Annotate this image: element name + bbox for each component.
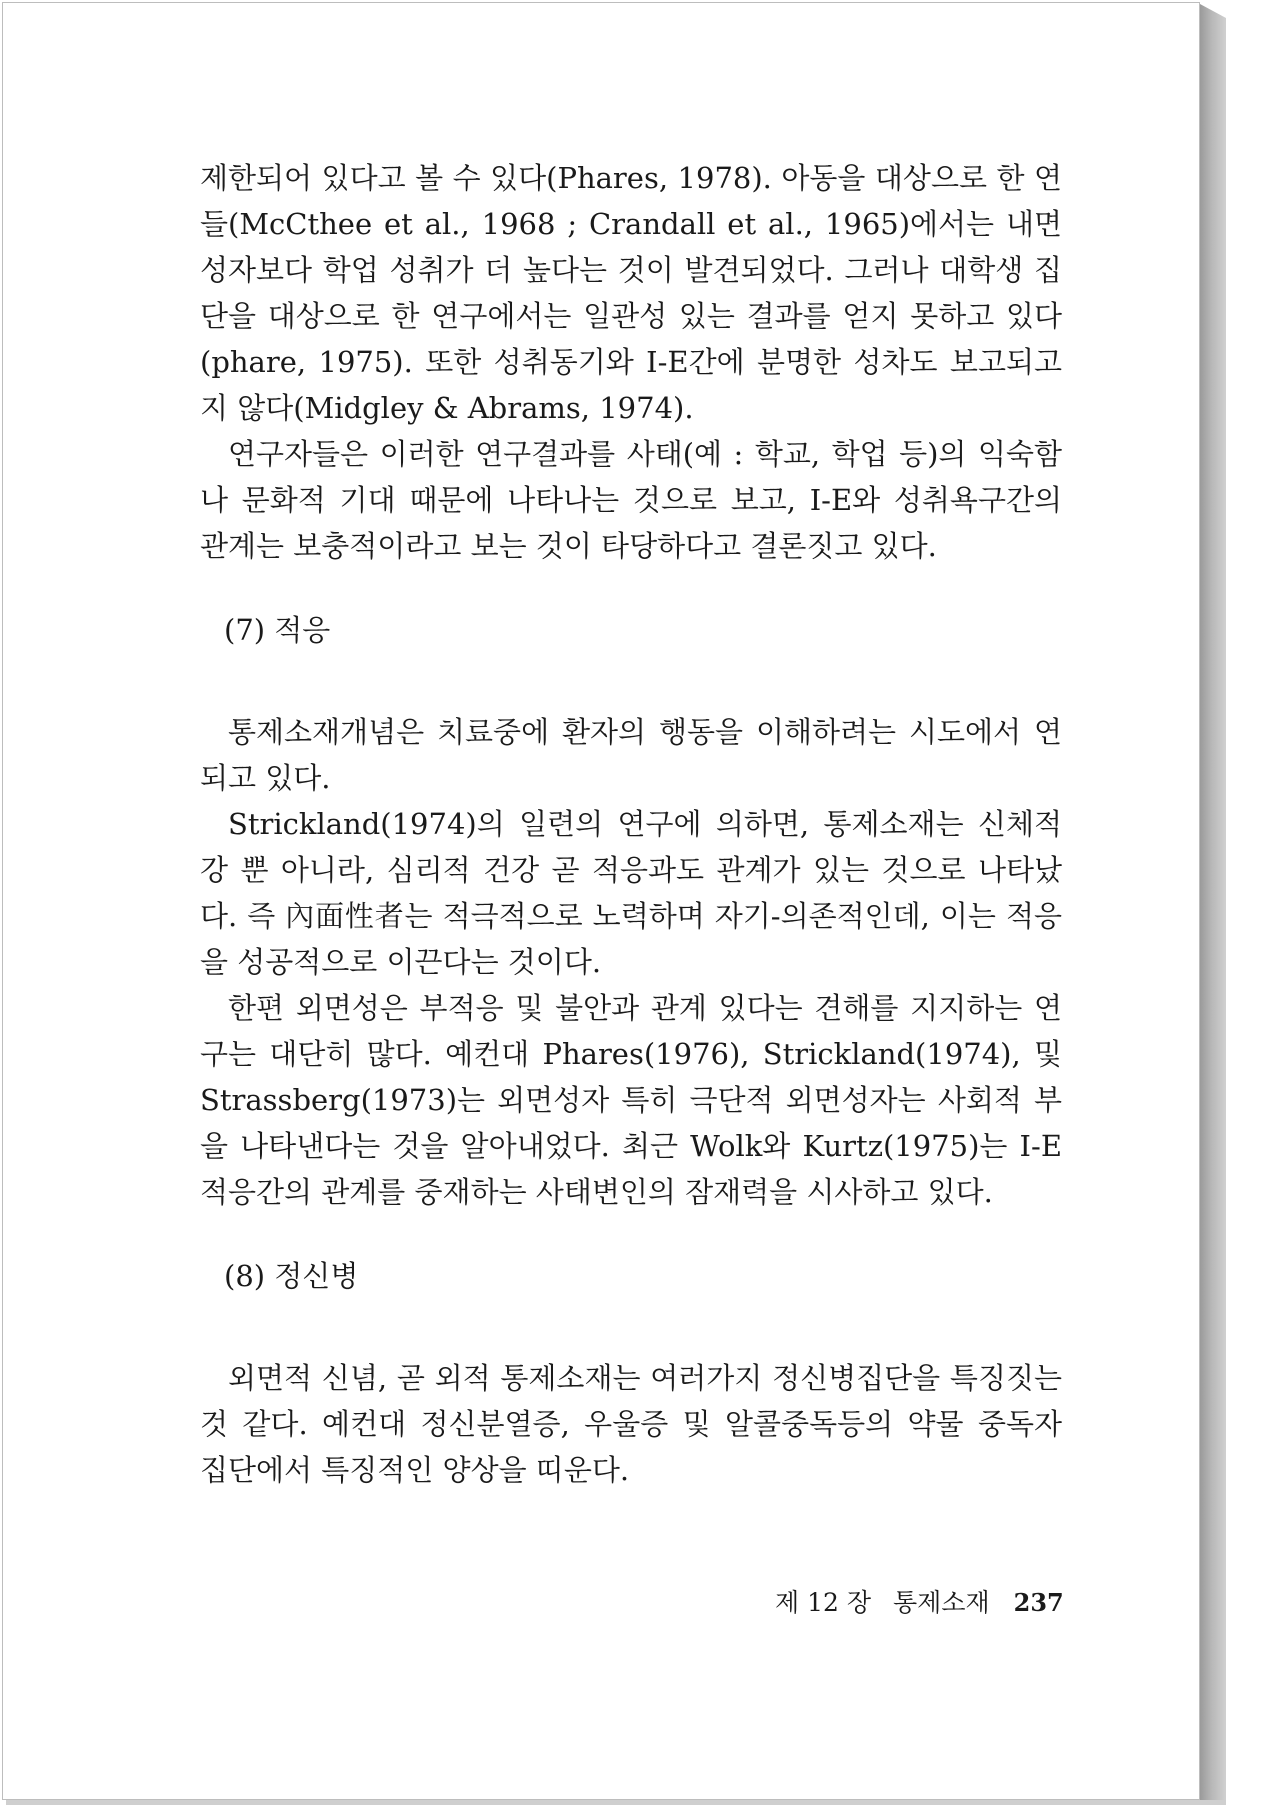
text-line: 한편 외면성은 부적응 및 불안과 관계 있다는 견해를 지지하는 연 (228, 991, 1062, 1025)
text-line: 다. 즉 內面性者는 적극적으로 노력하며 자기-의존적인데, 이는 적응 (200, 899, 1062, 933)
page-number: 237 (1013, 1588, 1064, 1617)
page-edge-shadow (1200, 4, 1226, 1802)
text-line: 연구자들은 이러한 연구결과를 사태(예 : 학교, 학업 등)의 익숙함 (228, 437, 1062, 471)
paragraph (200, 1355, 1062, 1493)
text-line: 강 뿐 아니라, 심리적 건강 곧 적응과도 관계가 있는 것으로 나타났 (200, 853, 1062, 887)
text-line: 구는 대단히 많다. 예컨대 Phares(1976), Strickland(1974), 및 (200, 1037, 1062, 1071)
text-line: Strickland(1974)의 일련의 연구에 의하면, 통제소재는 신체적 (228, 807, 1062, 841)
text-line: 지 않다(Midgley & Abrams, 1974). (200, 391, 694, 425)
text-line: Strassberg(1973)는 외면성자 특히 극단적 외면성자는 사회적 부 (200, 1083, 1062, 1117)
page-bottom-edge (6, 1800, 1226, 1805)
text-line: 을 성공적으로 이끈다는 것이다. (200, 945, 602, 979)
text-line: 관계는 보충적이라고 보는 것이 타당하다고 결론짓고 있다. (200, 529, 937, 563)
text-line: 되고 있다. (200, 761, 331, 795)
section-heading: (7) 적응 (224, 613, 331, 647)
text-line: 나 문화적 기대 때문에 나타나는 것으로 보고, I-E와 성취욕구간의 (200, 483, 1062, 517)
text-line: 제한되어 있다고 볼 수 있다(Phares, 1978). 아동을 대상으로 한 연 (200, 161, 1062, 195)
text-line: 단을 대상으로 한 연구에서는 일관성 있는 결과를 얻지 못하고 있다 (200, 299, 1062, 333)
paragraph (200, 431, 1062, 569)
paragraph (200, 709, 1062, 801)
page-body (200, 155, 1062, 1493)
text-line: 성자보다 학업 성취가 더 높다는 것이 발견되었다. 그러나 대학생 집 (200, 253, 1062, 287)
paragraph (200, 985, 1062, 1215)
section-heading: (8) 정신병 (224, 1259, 359, 1293)
footer-chapter-title: 통제소재 (893, 1588, 990, 1617)
text-line: (phare, 1975). 또한 성취동기와 I-E간에 분명한 성차도 보고되고 (200, 345, 1062, 379)
page-footer (775, 1588, 1064, 1618)
text-line: 적응간의 관계를 중재하는 사태변인의 잠재력을 시사하고 있다. (200, 1175, 993, 1209)
text-line: 외면적 신념, 곧 외적 통제소재는 여러가지 정신병집단을 특징짓는 (228, 1361, 1062, 1395)
paragraph (200, 155, 1062, 431)
text-line: 통제소재개념은 치료중에 환자의 행동을 이해하려는 시도에서 연 (228, 715, 1062, 749)
footer-chapter: 제 12 장 (775, 1588, 872, 1617)
text-line: 들(McCthee et al., 1968 ; Crandall et al., 1965)에서는 내면 (200, 207, 1062, 241)
paragraph (200, 801, 1062, 985)
text-line: 을 나타낸다는 것을 알아내었다. 최근 Wolk와 Kurtz(1975)는 I-E (200, 1129, 1062, 1163)
text-line: 집단에서 특징적인 양상을 띠운다. (200, 1453, 630, 1487)
text-line: 것 같다. 예컨대 정신분열증, 우울증 및 알콜중독등의 약물 중독자 (200, 1407, 1062, 1441)
